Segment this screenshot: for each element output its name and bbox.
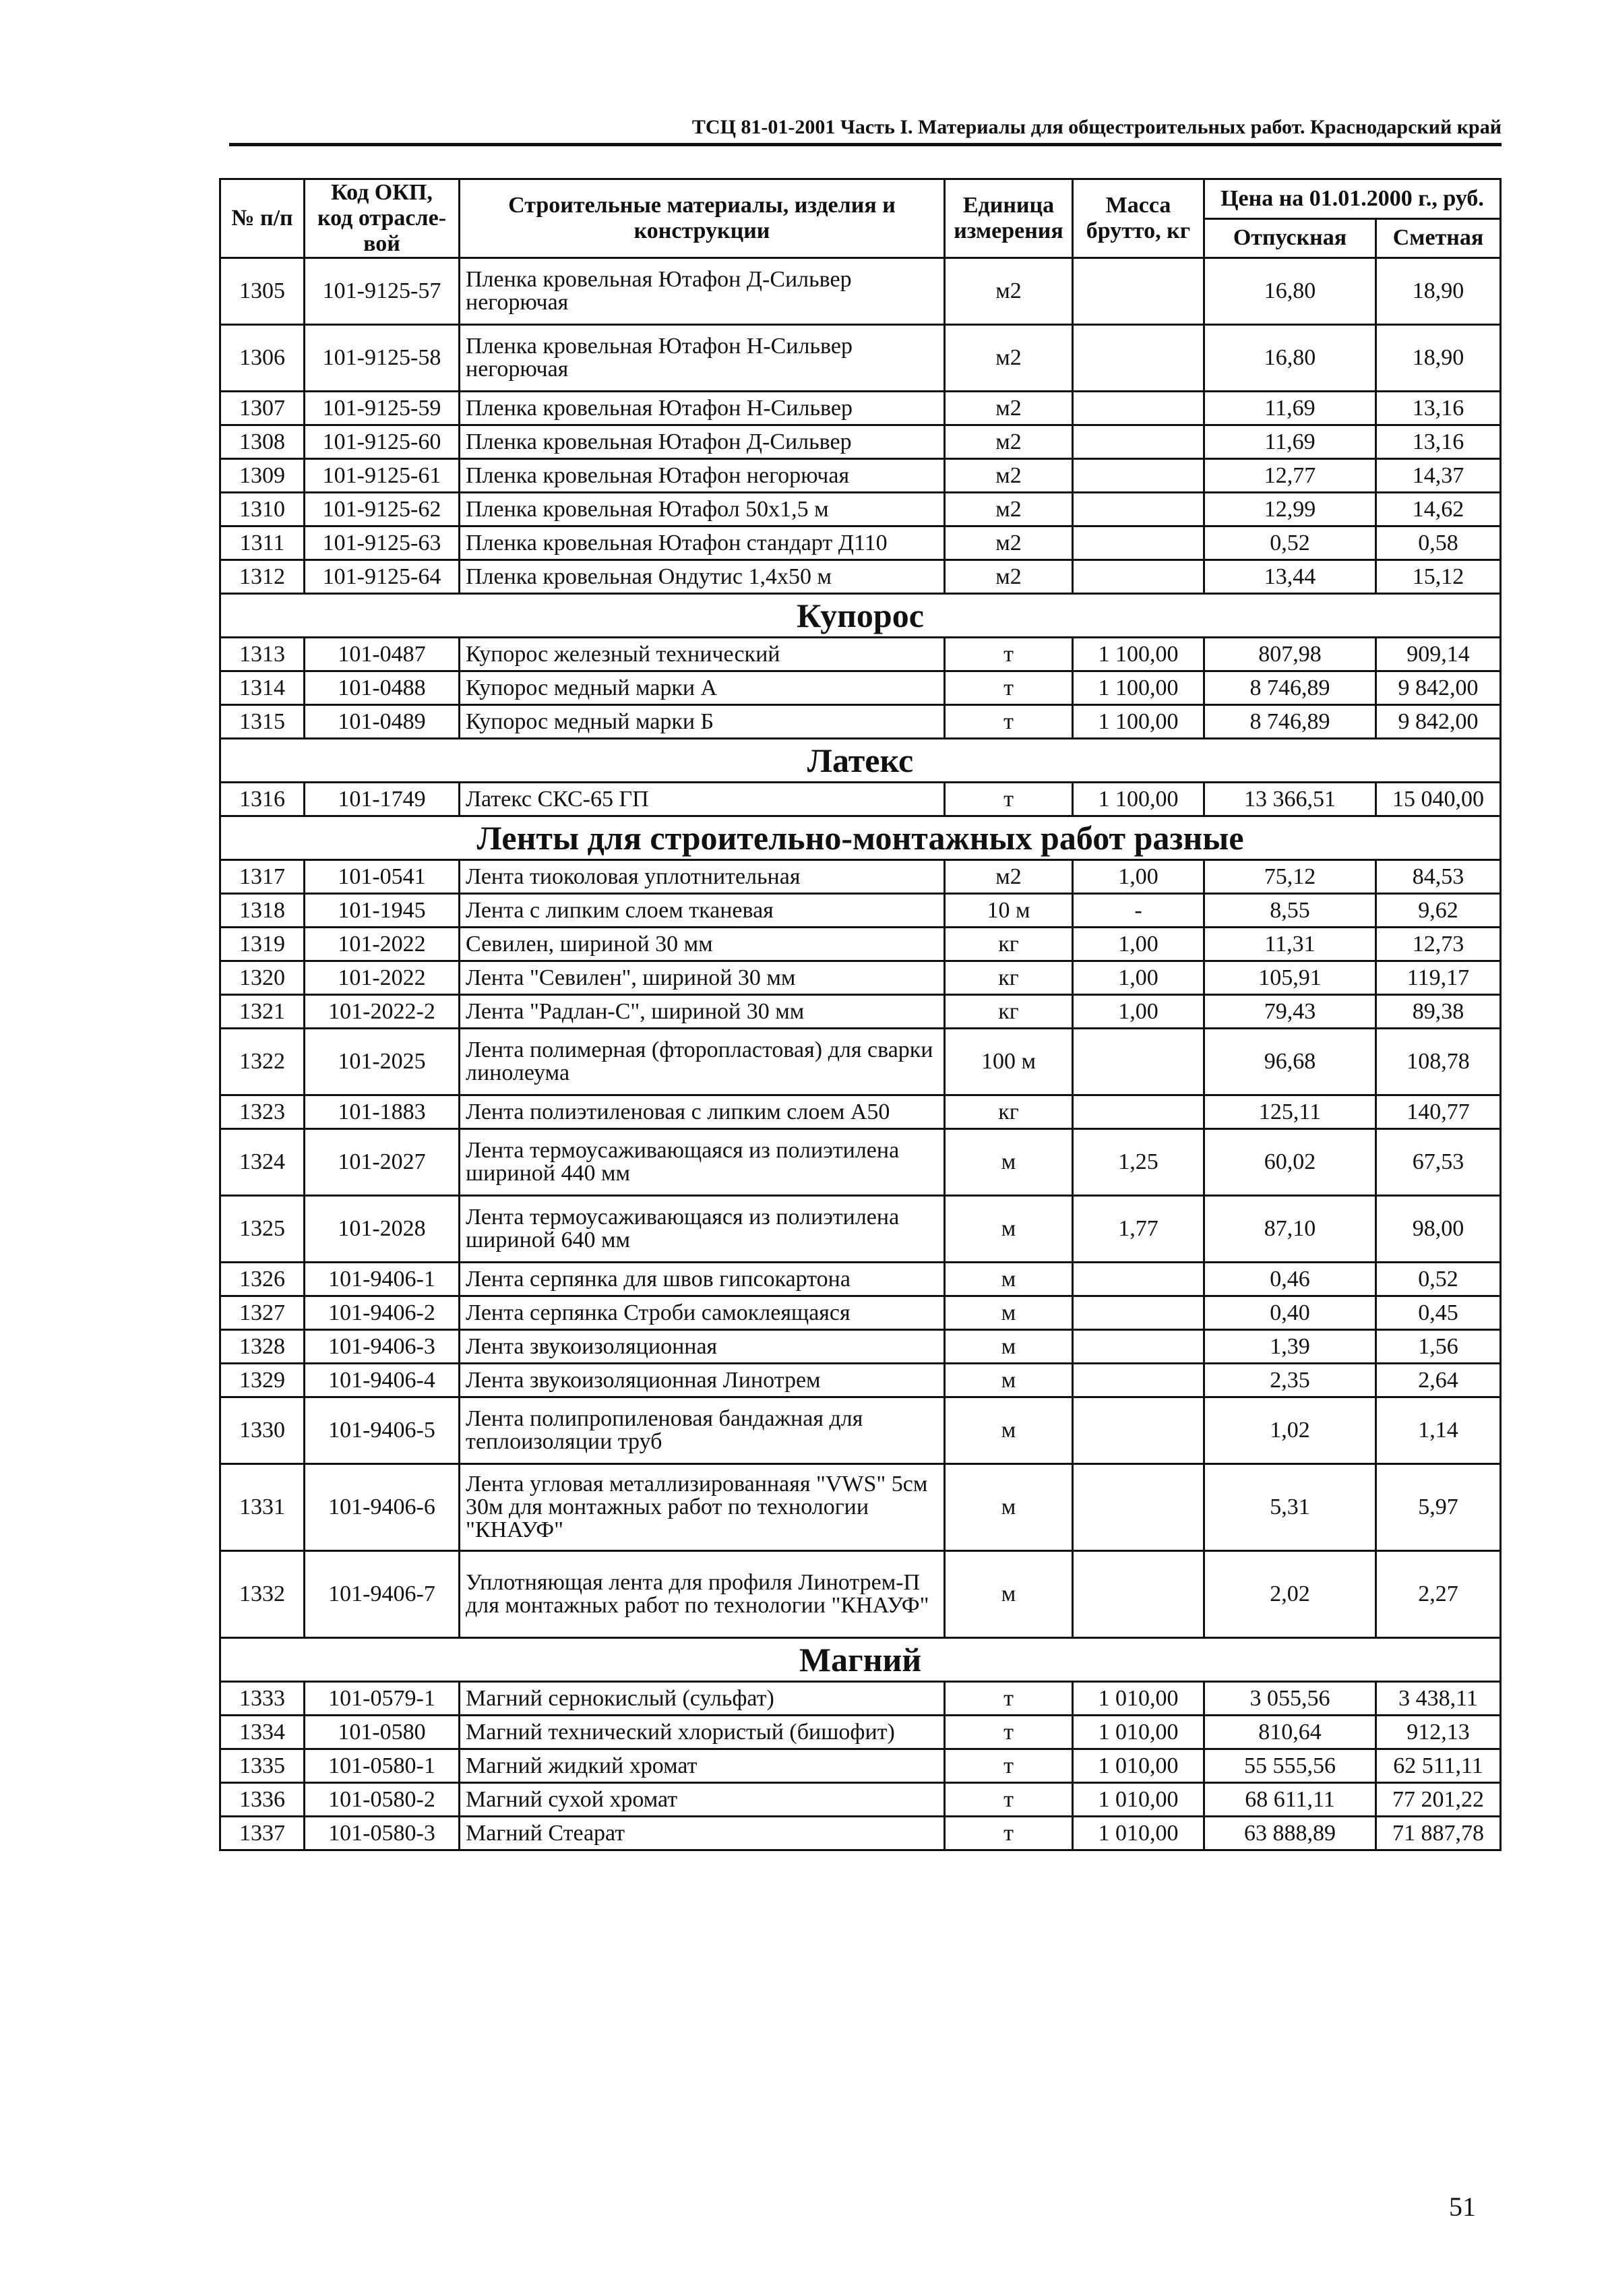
cell-mass: 1,00 — [1073, 860, 1204, 894]
table-row — [220, 894, 1501, 928]
section-row — [220, 739, 1501, 783]
cell-code: 101-1749 — [305, 783, 460, 816]
cell-mass — [1073, 459, 1204, 493]
cell-unit: м2 — [945, 860, 1073, 894]
cell-unit: м — [945, 1551, 1073, 1638]
cell-name: Пленка кровельная Ондутис 1,4х50 м — [460, 560, 945, 594]
cell-price-estimate: 9 842,00 — [1376, 705, 1501, 739]
cell-code: 101-0489 — [305, 705, 460, 739]
cell-name: Латекс СКС-65 ГП — [460, 783, 945, 816]
cell-unit: м — [945, 1364, 1073, 1397]
cell-mass — [1073, 1330, 1204, 1364]
cell-price-estimate: 0,58 — [1376, 526, 1501, 560]
table-row — [220, 961, 1501, 995]
table-row — [220, 860, 1501, 894]
cell-code: 101-0580-3 — [305, 1817, 460, 1850]
cell-code: 101-0580 — [305, 1716, 460, 1749]
cell-num: 1323 — [220, 1095, 305, 1129]
cell-price-sale: 8 746,89 — [1204, 671, 1376, 705]
cell-price-estimate: 119,17 — [1376, 961, 1501, 995]
cell-code: 101-9125-64 — [305, 560, 460, 594]
cell-code: 101-0580-2 — [305, 1783, 460, 1817]
cell-num: 1322 — [220, 1029, 305, 1095]
cell-unit: 100 м — [945, 1029, 1073, 1095]
cell-unit: кг — [945, 928, 1073, 961]
cell-num: 1329 — [220, 1364, 305, 1397]
cell-mass: 1 010,00 — [1073, 1817, 1204, 1850]
cell-num: 1326 — [220, 1263, 305, 1296]
table-row — [220, 1716, 1501, 1749]
cell-name: Лента термоусаживающаяся из полиэтилена шириной 440 мм — [460, 1129, 945, 1196]
cell-mass: 1,00 — [1073, 995, 1204, 1029]
cell-unit: кг — [945, 1095, 1073, 1129]
cell-unit: м — [945, 1296, 1073, 1330]
cell-price-sale: 2,35 — [1204, 1364, 1376, 1397]
table-row — [220, 1029, 1501, 1095]
cell-mass — [1073, 1551, 1204, 1638]
cell-num: 1308 — [220, 425, 305, 459]
cell-price-estimate: 9,62 — [1376, 894, 1501, 928]
cell-price-sale: 2,02 — [1204, 1551, 1376, 1638]
cell-price-estimate: 67,53 — [1376, 1129, 1501, 1196]
cell-name: Лента полимерная (фторопластовая) для сварки линолеума — [460, 1029, 945, 1095]
table-row — [220, 1397, 1501, 1464]
cell-price-sale: 75,12 — [1204, 860, 1376, 894]
cell-code: 101-9406-2 — [305, 1296, 460, 1330]
cell-mass: 1 100,00 — [1073, 783, 1204, 816]
cell-name: Лента серпянка для швов гипсокартона — [460, 1263, 945, 1296]
cell-num: 1333 — [220, 1682, 305, 1716]
cell-mass — [1073, 325, 1204, 392]
table-row — [220, 1749, 1501, 1783]
cell-price-sale: 11,31 — [1204, 928, 1376, 961]
cell-num: 1306 — [220, 325, 305, 392]
cell-unit: т — [945, 1783, 1073, 1817]
cell-price-estimate: 84,53 — [1376, 860, 1501, 894]
cell-price-estimate: 909,14 — [1376, 638, 1501, 671]
cell-num: 1320 — [220, 961, 305, 995]
cell-price-estimate: 13,16 — [1376, 425, 1501, 459]
section-row — [220, 594, 1501, 638]
cell-price-sale: 11,69 — [1204, 425, 1376, 459]
cell-num: 1305 — [220, 258, 305, 325]
cell-price-sale: 16,80 — [1204, 325, 1376, 392]
cell-price-sale: 0,52 — [1204, 526, 1376, 560]
cell-unit: м — [945, 1129, 1073, 1196]
cell-price-estimate: 5,97 — [1376, 1464, 1501, 1551]
cell-code: 101-9125-62 — [305, 493, 460, 526]
table-row — [220, 325, 1501, 392]
cell-name: Магний технический хлористый (бишофит) — [460, 1716, 945, 1749]
cell-num: 1315 — [220, 705, 305, 739]
cell-price-estimate: 89,38 — [1376, 995, 1501, 1029]
table-body — [220, 258, 1501, 1850]
cell-name: Магний сернокислый (сульфат) — [460, 1682, 945, 1716]
cell-num: 1312 — [220, 560, 305, 594]
cell-price-sale: 810,64 — [1204, 1716, 1376, 1749]
cell-name: Лента полиэтиленовая с липким слоем А50 — [460, 1095, 945, 1129]
cell-code: 101-9406-6 — [305, 1464, 460, 1551]
cell-mass: 1 010,00 — [1073, 1783, 1204, 1817]
cell-num: 1314 — [220, 671, 305, 705]
cell-name: Пленка кровельная Ютафон стандарт Д110 — [460, 526, 945, 560]
page-number: 51 — [1449, 2192, 1476, 2222]
cell-mass — [1073, 392, 1204, 425]
cell-price-estimate: 18,90 — [1376, 258, 1501, 325]
table-row — [220, 526, 1501, 560]
table-row — [220, 493, 1501, 526]
cell-name: Купорос медный марки А — [460, 671, 945, 705]
table-row — [220, 1330, 1501, 1364]
cell-num: 1331 — [220, 1464, 305, 1551]
cell-code: 101-0580-1 — [305, 1749, 460, 1783]
cell-price-sale: 68 611,11 — [1204, 1783, 1376, 1817]
cell-price-estimate: 15 040,00 — [1376, 783, 1501, 816]
cell-num: 1318 — [220, 894, 305, 928]
cell-num: 1313 — [220, 638, 305, 671]
cell-num: 1336 — [220, 1783, 305, 1817]
col-header-unit: Единица измерения — [945, 179, 1073, 258]
cell-price-sale: 63 888,89 — [1204, 1817, 1376, 1850]
cell-price-sale: 79,43 — [1204, 995, 1376, 1029]
cell-num: 1309 — [220, 459, 305, 493]
cell-code: 101-9125-58 — [305, 325, 460, 392]
cell-mass: 1 100,00 — [1073, 638, 1204, 671]
cell-unit: м2 — [945, 258, 1073, 325]
cell-unit: м — [945, 1196, 1073, 1263]
cell-name: Пленка кровельная Ютафон Д-Сильвер — [460, 425, 945, 459]
cell-num: 1337 — [220, 1817, 305, 1850]
cell-unit: т — [945, 1716, 1073, 1749]
cell-mass — [1073, 1464, 1204, 1551]
cell-unit: м2 — [945, 493, 1073, 526]
table-row — [220, 1095, 1501, 1129]
cell-unit: 10 м — [945, 894, 1073, 928]
cell-price-estimate: 0,52 — [1376, 1263, 1501, 1296]
cell-price-estimate: 2,64 — [1376, 1364, 1501, 1397]
cell-name: Лента тиоколовая уплотнительная — [460, 860, 945, 894]
cell-price-estimate: 1,56 — [1376, 1330, 1501, 1364]
cell-price-sale: 0,40 — [1204, 1296, 1376, 1330]
table-row — [220, 783, 1501, 816]
cell-mass: 1 010,00 — [1073, 1716, 1204, 1749]
col-header-name: Строительные материалы, изделия и конструкции — [460, 179, 945, 258]
cell-price-estimate: 140,77 — [1376, 1095, 1501, 1129]
cell-code: 101-9125-59 — [305, 392, 460, 425]
cell-price-sale: 5,31 — [1204, 1464, 1376, 1551]
table-row — [220, 995, 1501, 1029]
cell-name: Пленка кровельная Ютафон Н-Сильвер — [460, 392, 945, 425]
cell-num: 1332 — [220, 1551, 305, 1638]
section-row — [220, 816, 1501, 860]
cell-price-estimate: 15,12 — [1376, 560, 1501, 594]
cell-price-estimate: 18,90 — [1376, 325, 1501, 392]
cell-price-estimate: 14,37 — [1376, 459, 1501, 493]
cell-price-sale: 16,80 — [1204, 258, 1376, 325]
cell-num: 1334 — [220, 1716, 305, 1749]
cell-unit: т — [945, 705, 1073, 739]
table-row — [220, 1783, 1501, 1817]
section-title: Латекс — [220, 739, 1501, 783]
cell-mass: 1 010,00 — [1073, 1682, 1204, 1716]
table-row — [220, 1682, 1501, 1716]
cell-mass — [1073, 1029, 1204, 1095]
cell-code: 101-9125-61 — [305, 459, 460, 493]
table-row — [220, 1196, 1501, 1263]
cell-name: Лента "Радлан-С", шириной 30 мм — [460, 995, 945, 1029]
cell-name: Пленка кровельная Ютафон Д-Сильвер негорючая — [460, 258, 945, 325]
cell-code: 101-9406-3 — [305, 1330, 460, 1364]
cell-name: Лента серпянка Строби самоклеящаяся — [460, 1296, 945, 1330]
cell-unit: м — [945, 1263, 1073, 1296]
table-row — [220, 671, 1501, 705]
cell-code: 101-2025 — [305, 1029, 460, 1095]
table-row — [220, 425, 1501, 459]
cell-num: 1328 — [220, 1330, 305, 1364]
cell-price-estimate: 1,14 — [1376, 1397, 1501, 1464]
cell-mass — [1073, 493, 1204, 526]
cell-code: 101-9125-60 — [305, 425, 460, 459]
cell-price-sale: 60,02 — [1204, 1129, 1376, 1196]
section-title: Магний — [220, 1638, 1501, 1682]
cell-price-estimate: 108,78 — [1376, 1029, 1501, 1095]
table-row — [220, 1129, 1501, 1196]
table-row — [220, 560, 1501, 594]
header-rule — [229, 143, 1502, 146]
cell-code: 101-2028 — [305, 1196, 460, 1263]
cell-mass: 1,77 — [1073, 1196, 1204, 1263]
cell-name: Магний жидкий хромат — [460, 1749, 945, 1783]
cell-unit: т — [945, 638, 1073, 671]
cell-unit: м2 — [945, 526, 1073, 560]
cell-unit: кг — [945, 995, 1073, 1029]
cell-price-estimate: 12,73 — [1376, 928, 1501, 961]
cell-unit: м2 — [945, 392, 1073, 425]
cell-num: 1324 — [220, 1129, 305, 1196]
cell-price-sale: 0,46 — [1204, 1263, 1376, 1296]
table-row — [220, 928, 1501, 961]
cell-mass: 1,00 — [1073, 928, 1204, 961]
cell-code: 101-9125-57 — [305, 258, 460, 325]
cell-num: 1335 — [220, 1749, 305, 1783]
section-row — [220, 1638, 1501, 1682]
cell-num: 1311 — [220, 526, 305, 560]
cell-price-estimate: 98,00 — [1376, 1196, 1501, 1263]
cell-code: 101-2022-2 — [305, 995, 460, 1029]
col-header-price-sale: Отпускная — [1204, 218, 1376, 258]
cell-price-sale: 8 746,89 — [1204, 705, 1376, 739]
cell-mass: 1 010,00 — [1073, 1749, 1204, 1783]
cell-name: Севилен, шириной 30 мм — [460, 928, 945, 961]
cell-price-sale: 3 055,56 — [1204, 1682, 1376, 1716]
cell-code: 101-1945 — [305, 894, 460, 928]
cell-price-sale: 13 366,51 — [1204, 783, 1376, 816]
cell-name: Лента звукоизоляционная Линотрем — [460, 1364, 945, 1397]
cell-price-estimate: 9 842,00 — [1376, 671, 1501, 705]
cell-num: 1319 — [220, 928, 305, 961]
table-row — [220, 258, 1501, 325]
cell-name: Пленка кровельная Ютафон негорючая — [460, 459, 945, 493]
table-row — [220, 1551, 1501, 1638]
cell-mass — [1073, 1296, 1204, 1330]
cell-mass — [1073, 1364, 1204, 1397]
cell-unit: т — [945, 783, 1073, 816]
cell-mass — [1073, 1095, 1204, 1129]
table-row — [220, 1364, 1501, 1397]
section-title: Купорос — [220, 594, 1501, 638]
cell-code: 101-9406-5 — [305, 1397, 460, 1464]
cell-name: Лента "Севилен", шириной 30 мм — [460, 961, 945, 995]
cell-price-sale: 12,77 — [1204, 459, 1376, 493]
cell-unit: м2 — [945, 325, 1073, 392]
cell-unit: кг — [945, 961, 1073, 995]
cell-unit: м2 — [945, 560, 1073, 594]
cell-mass — [1073, 258, 1204, 325]
cell-price-sale: 87,10 — [1204, 1196, 1376, 1263]
table-row — [220, 705, 1501, 739]
col-header-price-estimate: Сметная — [1376, 218, 1501, 258]
cell-num: 1310 — [220, 493, 305, 526]
cell-mass — [1073, 526, 1204, 560]
cell-price-sale: 1,39 — [1204, 1330, 1376, 1364]
cell-num: 1317 — [220, 860, 305, 894]
cell-num: 1321 — [220, 995, 305, 1029]
cell-name: Пленка кровельная Ютафол 50х1,5 м — [460, 493, 945, 526]
cell-code: 101-9125-63 — [305, 526, 460, 560]
cell-price-estimate: 62 511,11 — [1376, 1749, 1501, 1783]
cell-price-sale: 807,98 — [1204, 638, 1376, 671]
cell-price-estimate: 3 438,11 — [1376, 1682, 1501, 1716]
cell-price-sale: 105,91 — [1204, 961, 1376, 995]
cell-unit: м2 — [945, 459, 1073, 493]
cell-code: 101-9406-7 — [305, 1551, 460, 1638]
cell-price-estimate: 71 887,78 — [1376, 1817, 1501, 1850]
cell-num: 1327 — [220, 1296, 305, 1330]
cell-price-sale: 96,68 — [1204, 1029, 1376, 1095]
cell-code: 101-2022 — [305, 961, 460, 995]
cell-code: 101-0487 — [305, 638, 460, 671]
cell-code: 101-0579-1 — [305, 1682, 460, 1716]
table-row — [220, 1296, 1501, 1330]
table-row — [220, 392, 1501, 425]
cell-unit: т — [945, 1749, 1073, 1783]
cell-mass — [1073, 1263, 1204, 1296]
cell-code: 101-2027 — [305, 1129, 460, 1196]
cell-price-sale: 8,55 — [1204, 894, 1376, 928]
cell-code: 101-1883 — [305, 1095, 460, 1129]
cell-price-estimate: 0,45 — [1376, 1296, 1501, 1330]
table-row — [220, 459, 1501, 493]
table-row — [220, 1817, 1501, 1850]
table-row — [220, 638, 1501, 671]
cell-code: 101-9406-1 — [305, 1263, 460, 1296]
col-header-code: Код ОКП, код отраслевой — [305, 179, 460, 258]
cell-name: Лента с липким слоем тканевая — [460, 894, 945, 928]
running-header: ТСЦ 81-01-2001 Часть I. Материалы для общестроительных работ. Краснодарский край — [691, 116, 1502, 138]
cell-price-estimate: 14,62 — [1376, 493, 1501, 526]
col-header-price-group: Цена на 01.01.2000 г., руб. — [1204, 179, 1501, 219]
cell-name: Уплотняющая лента для профиля Линотрем-П для монтажных работ по технологии "КНАУФ" — [460, 1551, 945, 1638]
table-header — [220, 179, 1501, 258]
cell-name: Магний Стеарат — [460, 1817, 945, 1850]
cell-price-sale: 13,44 — [1204, 560, 1376, 594]
cell-name: Лента термоусаживающаяся из полиэтилена шириной 640 мм — [460, 1196, 945, 1263]
cell-price-sale: 55 555,56 — [1204, 1749, 1376, 1783]
cell-mass: 1 100,00 — [1073, 671, 1204, 705]
table-row — [220, 1464, 1501, 1551]
cell-unit: м — [945, 1464, 1073, 1551]
cell-mass: 1,25 — [1073, 1129, 1204, 1196]
cell-unit: т — [945, 1817, 1073, 1850]
cell-name: Купорос железный технический — [460, 638, 945, 671]
cell-unit: м — [945, 1397, 1073, 1464]
cell-price-estimate: 13,16 — [1376, 392, 1501, 425]
cell-mass — [1073, 425, 1204, 459]
cell-price-sale: 1,02 — [1204, 1397, 1376, 1464]
cell-code: 101-0541 — [305, 860, 460, 894]
cell-price-estimate: 2,27 — [1376, 1551, 1501, 1638]
cell-price-sale: 125,11 — [1204, 1095, 1376, 1129]
cell-unit: м — [945, 1330, 1073, 1364]
cell-code: 101-9406-4 — [305, 1364, 460, 1397]
cell-price-sale: 12,99 — [1204, 493, 1376, 526]
cell-name: Лента полипропиленовая бандажная для теплоизоляции труб — [460, 1397, 945, 1464]
cell-unit: м2 — [945, 425, 1073, 459]
cell-name: Пленка кровельная Ютафон Н-Сильвер негорючая — [460, 325, 945, 392]
section-title: Ленты для строительно-монтажных работ разные — [220, 816, 1501, 860]
cell-name: Лента звукоизоляционная — [460, 1330, 945, 1364]
cell-name: Магний сухой хромат — [460, 1783, 945, 1817]
cell-num: 1307 — [220, 392, 305, 425]
cell-unit: т — [945, 1682, 1073, 1716]
col-header-num: № п/п — [220, 179, 305, 258]
cell-name: Купорос медный марки Б — [460, 705, 945, 739]
cell-num: 1325 — [220, 1196, 305, 1263]
table-row — [220, 1263, 1501, 1296]
price-table — [219, 178, 1502, 1851]
cell-num: 1330 — [220, 1397, 305, 1464]
cell-mass — [1073, 560, 1204, 594]
cell-mass: 1 100,00 — [1073, 705, 1204, 739]
cell-price-sale: 11,69 — [1204, 392, 1376, 425]
cell-code: 101-2022 — [305, 928, 460, 961]
cell-price-estimate: 77 201,22 — [1376, 1783, 1501, 1817]
col-header-mass: Масса брутто, кг — [1073, 179, 1204, 258]
cell-num: 1316 — [220, 783, 305, 816]
cell-mass — [1073, 1397, 1204, 1464]
cell-unit: т — [945, 671, 1073, 705]
cell-price-estimate: 912,13 — [1376, 1716, 1501, 1749]
cell-code: 101-0488 — [305, 671, 460, 705]
cell-mass: 1,00 — [1073, 961, 1204, 995]
cell-name: Лента угловая металлизированнаяя "VWS" 5см 30м для монтажных работ по технологии "КНАУФ" — [460, 1464, 945, 1551]
cell-mass: - — [1073, 894, 1204, 928]
